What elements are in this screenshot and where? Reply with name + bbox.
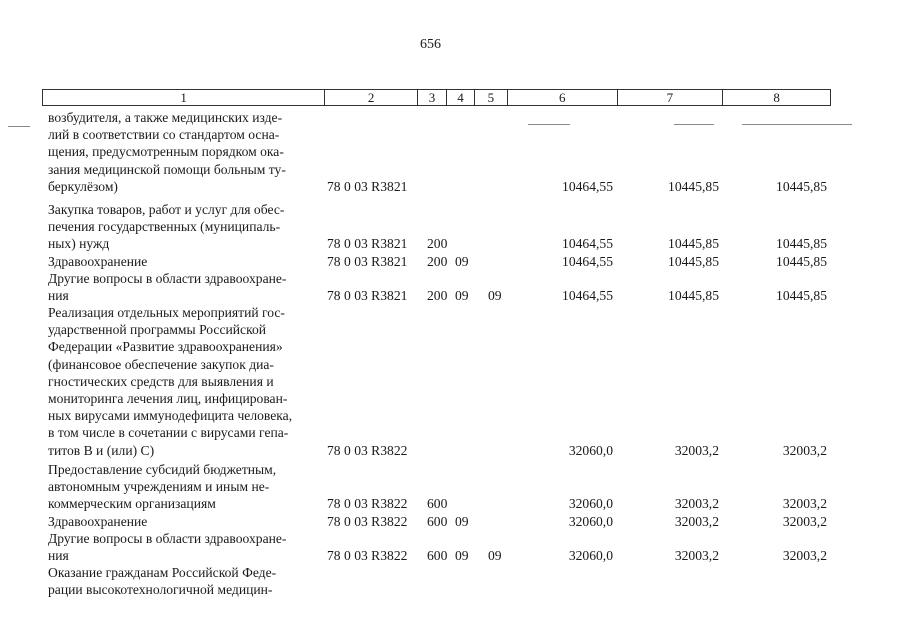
row-expense-type: 200 [427,288,448,304]
row-value-col8: 32003,2 [782,514,827,529]
scan-mark [8,126,30,127]
description-line: титов В и (или) С) [48,442,155,458]
row-value-col6: 32060,0 [568,514,613,529]
scan-mark [674,124,714,125]
header-col-8: 8 [773,90,780,105]
row-value-col7: 32003,2 [674,496,719,512]
description-line: ных вирусами иммунодефицита человека, [48,408,293,424]
row-code: 78 0 03 R3821 [327,178,408,194]
scan-mark [742,124,852,125]
row-value-col6: 32060,0 [568,548,613,564]
description-line: щения, предусмотренным порядком ока- [48,144,284,160]
row-description [48,304,323,459]
row-expense-type: 600 [427,548,448,564]
row-value-col6: 10464,55 [562,288,613,304]
row-code: 78 0 03 R3822 [327,442,408,458]
row-value-col6: 10464,55 [562,178,613,194]
scan-mark [528,124,570,125]
header-col-4: 4 [447,90,475,105]
header-col-1: 1 [43,90,325,105]
description-line: ных) нужд [48,236,110,252]
row-description [48,530,323,564]
description-line: рации высокотехнологичной медицин- [48,582,273,598]
header-col-2: 2 [325,90,418,105]
description-line: лий в соответствии со стандартом осна- [48,127,280,143]
description-line: печения государственных (муниципаль- [48,219,281,235]
row-expense-type: 200 [427,254,448,269]
description-line: Другие вопросы в области здравоохране- [48,271,287,286]
description-line: Реализация отдельных мероприятий гос- [48,305,285,320]
row-value-col7: 10445,85 [668,254,719,269]
description-line: Здравоохранение [48,254,148,269]
row-description [48,253,323,270]
row-subsection: 09 [488,548,502,564]
row-value-col6: 10464,55 [562,254,613,269]
row-value-col6: 32060,0 [568,496,613,512]
row-section: 09 [455,254,469,269]
row-description [48,513,323,530]
description-line: ния [48,288,69,304]
row-description [48,109,323,195]
row-subsection: 09 [488,288,502,304]
description-line: Оказание гражданам Российской Феде- [48,565,277,580]
row-value-col8: 10445,85 [776,254,827,269]
row-value-col8: 10445,85 [776,178,827,194]
description-line: беркулёзом) [48,178,118,194]
row-value-col7: 32003,2 [674,442,719,458]
row-code: 78 0 03 R3821 [327,288,408,304]
table-header [42,89,831,106]
row-section: 09 [455,288,469,304]
header-col-7: 7 [618,90,724,105]
header-col-5: 5 [475,90,508,105]
row-value-col8: 10445,85 [776,236,827,252]
description-line: коммерческим организациям [48,496,216,512]
row-value-col7: 32003,2 [674,548,719,564]
page-number: 656 [420,37,441,52]
row-code: 78 0 03 R3821 [327,236,408,252]
row-expense-type: 200 [427,236,448,252]
header-col-6: 6 [508,90,618,105]
row-code: 78 0 03 R3821 [327,254,408,269]
row-value-col6: 10464,55 [562,236,613,252]
row-value-col6: 32060,0 [568,442,613,458]
row-value-col8: 32003,2 [782,548,827,564]
description-line: Другие вопросы в области здравоохране- [48,531,287,546]
row-value-col7: 10445,85 [668,178,719,194]
row-code: 78 0 03 R3822 [327,496,408,512]
row-description [48,461,323,513]
row-description [48,270,323,304]
row-description [48,201,323,253]
description-line: ния [48,548,69,564]
description-line: гностических средств для выявления и [48,373,274,389]
row-value-col8: 10445,85 [776,288,827,304]
description-line: Закупка товаров, работ и услуг для обес- [48,202,285,217]
description-line: зания медицинской помощи больным ту- [48,161,286,177]
row-code: 78 0 03 R3822 [327,548,408,564]
header-col-3: 3 [418,90,447,105]
description-line: ударственной программы Российской [48,322,267,338]
description-line: Предоставление субсидий бюджетным, [48,462,277,477]
row-code: 78 0 03 R3822 [327,514,408,529]
description-line: мониторинга лечения лиц, инфицирован- [48,391,288,407]
description-line: возбудителя, а также медицинских изде- [48,110,283,125]
row-value-col7: 32003,2 [674,514,719,529]
description-line: Федерации «Развитие здравоохранения» [48,339,283,355]
row-value-col7: 10445,85 [668,288,719,304]
description-line: (финансовое обеспечение закупок диа- [48,356,274,372]
description-line: в том числе в сочетании с вирусами гепа- [48,425,289,441]
row-value-col7: 10445,85 [668,236,719,252]
description-line: автономным учреждениям и иным не- [48,479,270,495]
row-section: 09 [455,548,469,564]
row-expense-type: 600 [427,496,448,512]
row-value-col8: 32003,2 [782,442,827,458]
row-section: 09 [455,514,469,529]
description-line: Здравоохранение [48,514,148,529]
row-expense-type: 600 [427,514,448,529]
row-value-col8: 32003,2 [782,496,827,512]
row-description [48,564,323,598]
